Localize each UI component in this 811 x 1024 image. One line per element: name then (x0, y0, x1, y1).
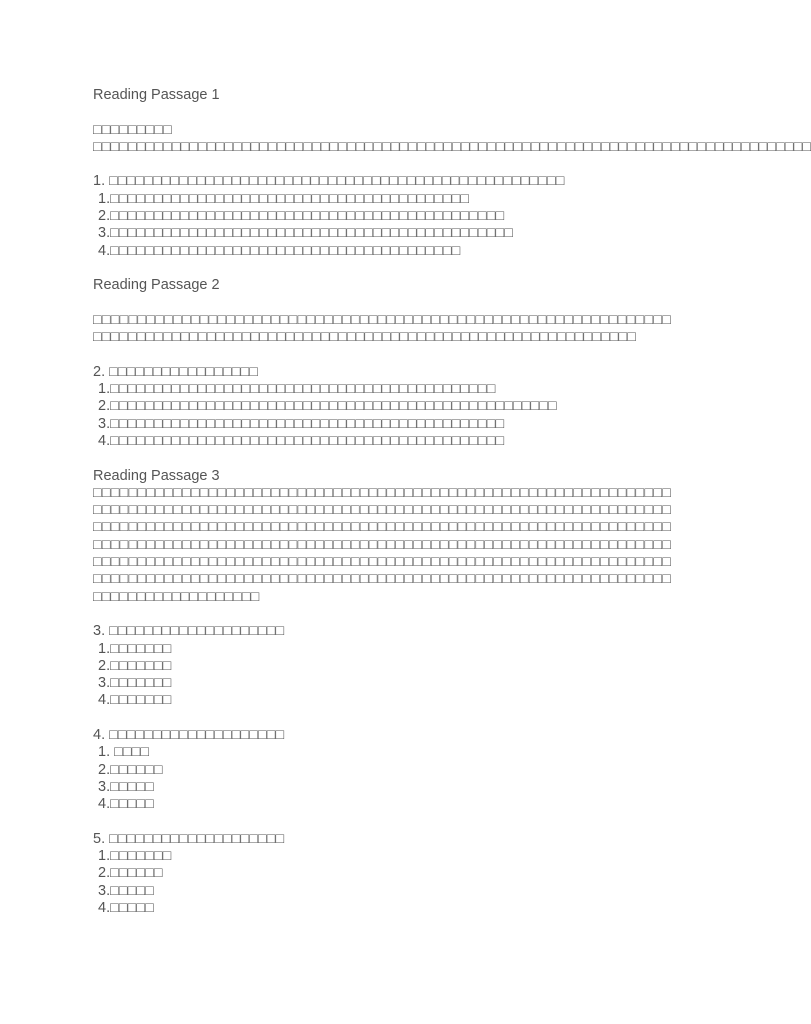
passage-3-title: Reading Passage 3 (93, 467, 220, 484)
question-3: 3. □□□□□□□□□□□□□□□□□□□□ (93, 623, 285, 640)
question-3-option-1: 1.□□□□□□□ (98, 640, 172, 657)
question-4: 4. □□□□□□□□□□□□□□□□□□□□ (93, 726, 285, 743)
passage-1-subtitle: □□□□□□□□□ (93, 121, 172, 138)
question-2-option-2: 2.□□□□□□□□□□□□□□□□□□□□□□□□□□□□□□□□□□□□□□□□□□□□□□□□□□□ (98, 398, 557, 415)
question-4-option-2: 2.□□□□□□ (98, 761, 163, 778)
question-1-option-2: 2.□□□□□□□□□□□□□□□□□□□□□□□□□□□□□□□□□□□□□□□□□□□□□ (98, 208, 505, 225)
question-1-option-4: 4.□□□□□□□□□□□□□□□□□□□□□□□□□□□□□□□□□□□□□□□□ (98, 242, 461, 259)
question-2-option-3: 3.□□□□□□□□□□□□□□□□□□□□□□□□□□□□□□□□□□□□□□□□□□□□□ (98, 415, 505, 432)
question-2-option-4: 4.□□□□□□□□□□□□□□□□□□□□□□□□□□□□□□□□□□□□□□□□□□□□□ (98, 432, 505, 449)
passage-1-body: □□□□□□□□□□□□□□□□□□□□□□□□□□□□□□□□□□□□□□□□□□□□□□□□□□□□□□□□□□□□□□□□□□□□□□□□□□□□□□□□□□ (93, 138, 811, 155)
question-4-option-3: 3.□□□□□ (98, 778, 154, 795)
question-5-option-2: 2.□□□□□□ (98, 865, 163, 882)
question-3-option-3: 3.□□□□□□□ (98, 675, 172, 692)
question-2-option-1: 1.□□□□□□□□□□□□□□□□□□□□□□□□□□□□□□□□□□□□□□□□□□□□ (98, 381, 496, 398)
question-5-option-4: 4.□□□□□ (98, 899, 154, 916)
document-page (93, 87, 811, 917)
question-4-option-4: 4.□□□□□ (98, 796, 154, 813)
question-3-option-4: 4.□□□□□□□ (98, 692, 172, 709)
question-1: 1. □□□□□□□□□□□□□□□□□□□□□□□□□□□□□□□□□□□□□□□□□□□□□□□□□□□□ (93, 173, 565, 190)
question-2: 2. □□□□□□□□□□□□□□□□□ (93, 363, 259, 380)
question-5: 5. □□□□□□□□□□□□□□□□□□□□ (93, 830, 285, 847)
question-1-option-3: 3.□□□□□□□□□□□□□□□□□□□□□□□□□□□□□□□□□□□□□□□□□□□□□□ (98, 225, 513, 242)
question-4-option-1: 1. □□□□ (98, 744, 150, 761)
passage-2-body: □□□□□□□□□□□□□□□□□□□□□□□□□□□□□□□□□□□□□□□□□□□□□□□□□□□□□□□□□□□□□□□□□□□□□□□□□□□□□□□□□□□□□□□□□□□□□□□□□□□□□□□□□□□□□□□□□□□□□□□□□□□□□□□ (93, 311, 671, 346)
question-5-option-1: 1.□□□□□□□ (98, 848, 172, 865)
passage-1-title: Reading Passage 1 (93, 87, 220, 103)
question-5-option-3: 3.□□□□□ (98, 882, 154, 899)
passage-3-body: □□□□□□□□□□□□□□□□□□□□□□□□□□□□□□□□□□□□□□□□□□□□□□□□□□□□□□□□□□□□□□□□□□□□□□□□□□□□□□□□□□□□□□□□□□□□□□□□□□□□□□□□□□□□□□□□□□□□□□□□□□□□□□□□□□□□□□□□□□□□□□□□□□□□□□□□□□□□□□□□□□□□□□□□□□□□□□□□□□□□□□□□□□□□□□□□□□□□□□□□□□□□□□□□□□□□□□□□□□□□□□□□□□□□□□□□□□□□□□□□□□□□□□□□□□□□□□□□□□□□□□□□□□□□□□□□□□□□□□□□□□□□□□□□□□□□□□□□□□□□□□□□□□□□□□□□□□□□□□□□□□□□□□□□□□□□□□□□□□□□□□□□□□□□□□□□□□□□□□□□□□□□□□□□□□□□□□□□□□□□□□□□□□□□□□□□□□□□□□□□□□□□□□□□□ (93, 484, 671, 605)
question-3-option-2: 2.□□□□□□□ (98, 657, 172, 674)
passage-2-title: Reading Passage 2 (93, 277, 220, 294)
question-1-option-1: 1.□□□□□□□□□□□□□□□□□□□□□□□□□□□□□□□□□□□□□□□□□ (98, 190, 470, 207)
